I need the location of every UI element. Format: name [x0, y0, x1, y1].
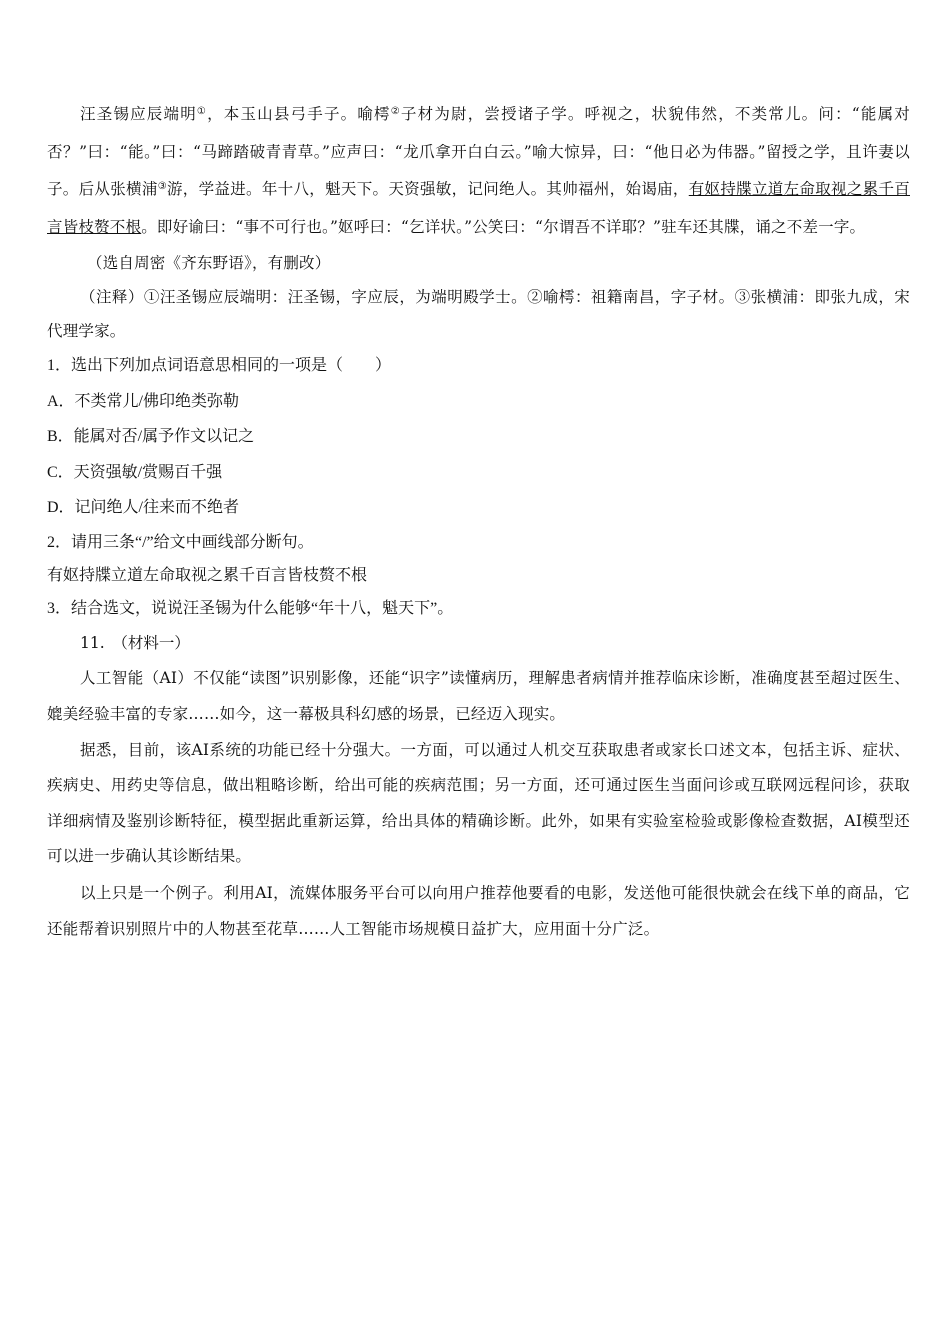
passage-text: 汪圣锡应辰端明 [80, 105, 197, 123]
question-1: 1．选出下列加点词语意思相同的一项是（ ） [47, 357, 392, 374]
question-2-text: 有妪持牒立道左命取视之累千百言皆枝赘不根 [47, 566, 368, 584]
question-2: 2．请用三条“/”给文中画线部分断句。 [47, 533, 314, 551]
option-d: D．记问绝人/往来而不绝者 [47, 499, 240, 516]
question-11-heading: 11. （材料一） [80, 633, 190, 652]
passage-notes: （注释）①汪圣锡应辰端明：汪圣锡，字应辰，为端明殿学士。②喻樗：祖籍南昌，字子材。③张横浦：即张九成，宋代理学家。 [47, 288, 910, 340]
question-3: 3．结合选文，说说汪圣锡为什么能够“年十八，魁天下”。 [47, 599, 454, 617]
material-paragraph: 人工智能（AI）不仅能“读图”识别影像，还能“识字”读懂病历，理解患者病情并推荐临床诊断，准确度甚至超过医生、媲美经验丰富的专家……如今，这一幕极具科幻感的场景，已经迈入现实。 [47, 668, 910, 723]
passage-paragraph [47, 96, 910, 246]
option-a: A．不类常儿/佛印绝类弥勒 [47, 392, 240, 410]
footnote-marker: ① [196, 106, 208, 117]
underlined-sentence: 有妪持牒立道左命取视之累千百言皆枝赘不根 [47, 180, 910, 236]
footnote-marker: ② [390, 106, 401, 117]
material-paragraph: 据悉，目前，该AI系统的功能已经十分强大。一方面，可以通过人机交互获取患者或家长口述文本，包括主诉、症状、疾病史、用药史等信息，做出粗略诊断，给出可能的疾病范围；另一方面，还可通过医生当面问诊或互联网远程问诊，获取详细病情及鉴别诊断特征，模型据此重新运算，给出具体的精确诊断。此外，如果有实验室检验或影像检查数据，AI模型还可以进一步确认其诊断结果。 [47, 740, 910, 865]
passage-text: 。即好谕曰：“事不可行也。”妪呼曰：“乞详状。”公笑曰：“尔谓吾不详耶？”驻车还其牒，诵之不差一字。 [141, 217, 866, 236]
passage-text: 子材为尉，尝授诸子学。呼视之，状貌伟然，不类常儿。问：“能属对否？”曰：“能。”曰：“马蹄踏破青青草。”应声曰：“龙爪拿开白白云。”喻大惊异，曰：“他日必为伟器。”留授之学，且许妻以子。后从张横浦 [47, 105, 910, 198]
material-paragraph: 以上只是一个例子。利用AI，流媒体服务平台可以向用户推荐他要看的电影，发送他可能很快就会在线下单的商品，它还能帮着识别照片中的人物甚至花草……人工智能市场规模日益扩大，应用面十分广泛。 [47, 883, 910, 938]
passage-text: ，本玉山县弓手子。喻樗 [207, 105, 391, 123]
passage-source: （选自周密《齐东野语》，有删改） [87, 254, 331, 272]
footnote-marker: ③ [157, 181, 167, 192]
option-c: C．天资强敏/赏赐百千强 [47, 463, 223, 481]
passage-text: 游，学益进。年十八，魁天下。天资强敏，记问绝人。其帅福州，始谒庙， [166, 180, 689, 198]
option-b: B．能属对否/属予作文以记之 [47, 428, 255, 445]
